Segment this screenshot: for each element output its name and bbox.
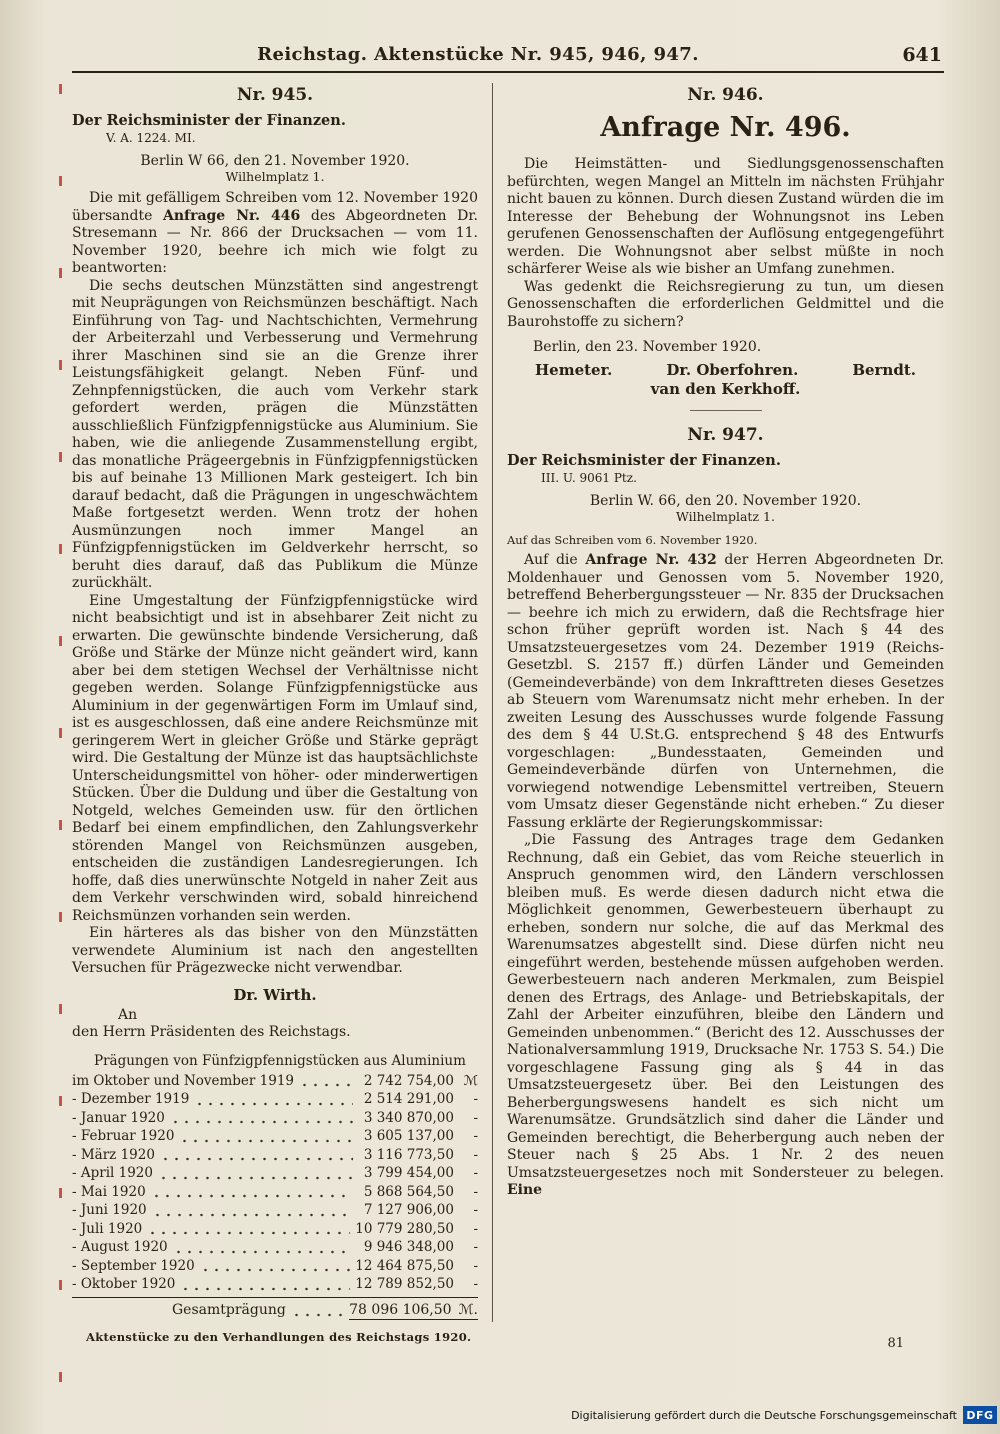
doc946-body — [507, 156, 944, 331]
doc945-dateline: Berlin W 66, den 21. November 1920. — [140, 153, 410, 169]
mint-table-row — [72, 1090, 478, 1109]
document-page — [72, 44, 944, 1322]
currency-mark: - — [473, 1091, 478, 1107]
mint-month-label: - Juli 1920 — [72, 1220, 143, 1237]
doc946-signatures-row2: van den Kerkhoff. — [650, 380, 801, 398]
currency-mark: - — [473, 1146, 478, 1163]
sheet-number: 81 — [887, 1336, 904, 1351]
paragraph — [72, 593, 478, 926]
mint-amount: 9 946 348,00 — [363, 1239, 454, 1255]
doc945-salutation: An — [118, 1006, 138, 1023]
currency-mark: - — [473, 1202, 478, 1218]
currency-mark: - — [473, 1276, 478, 1292]
left-column — [72, 81, 478, 1322]
mint-table-row — [72, 1146, 478, 1165]
mint-month-label: - Juni 1920 — [72, 1202, 147, 1218]
text-run: der Herren Abgeordneten Dr. Moldenhauer und Genossen vom 5. November 1920, betreffend Beherbergungssteuer — Nr. 835 der Drucksachen — beehre ich mich zu erwidern, daß die Rechtsfrage hier schon früher geprüft worden ist. Nach § 44 des Umsatzsteuergesetzes vom 24. Dezember 1919 (Reichs-Gesetzbl. S. 2157 ff.) dürfen Länder und Gemeinden (Gemeindeverbände) von dem Inkrafttreten dieses Gesetzes ab Steuern vom Warenumsatz nicht mehr erheben. In der zweiten Lesung des Ausschusses wurde folgende Fassung des dem § 44 U.St.G. entsprechend § 48 des Entwurfs vorgeschlagen: „Bundesstaaten, Gemeinden und Gemeindeverbände dürfen von Unternehmen, die vorwiegend notwendige Lebensmittel vertreiben, Steuern vom Umsatz dieser Gegenstände nicht erheben.“ Zu dieser Fassung erklärte der Regierungskommissar: — [507, 552, 944, 831]
doc945-body — [72, 190, 478, 978]
doc946-title: Anfrage Nr. 496. — [600, 112, 851, 143]
mint-table-row — [72, 1109, 478, 1128]
text-run: Auf die — [524, 552, 586, 568]
mint-table-rows — [72, 1072, 478, 1294]
mint-table — [72, 1053, 478, 1322]
dot-leader — [152, 1208, 353, 1220]
mint-table-row — [72, 1257, 478, 1276]
mint-table-row — [72, 1183, 478, 1202]
mint-table-row — [72, 1201, 478, 1220]
mint-amount: 3 605 137,00 — [363, 1128, 454, 1144]
mint-table-row — [72, 1238, 478, 1257]
dot-leader — [147, 1226, 350, 1238]
signature-name: Hemeter. — [535, 361, 613, 379]
dot-leader — [299, 1078, 353, 1090]
mint-month-label: - Januar 1920 — [72, 1109, 165, 1126]
mint-amount: 12 789 852,50 — [355, 1276, 454, 1292]
mint-table-row — [72, 1127, 478, 1146]
doc947-address: Wilhelmplatz 1. — [676, 509, 775, 524]
mint-month-label: - April 1920 — [72, 1165, 153, 1181]
currency-mark: - — [473, 1220, 478, 1237]
doc946-signatures-row1 — [507, 361, 944, 379]
currency-mark: - — [473, 1257, 478, 1274]
currency-mark: - — [473, 1109, 478, 1126]
dfg-logo: DFG — [963, 1406, 997, 1424]
doc947-body — [507, 552, 944, 1200]
dot-leader — [180, 1282, 350, 1294]
dot-leader — [151, 1189, 353, 1201]
doc947-sender: Der Reichsminister der Finanzen. — [507, 452, 781, 469]
digitization-text: Digitalisierung gefördert durch die Deutsche Forschungsgemeinschaft — [571, 1408, 957, 1422]
paragraph — [72, 190, 478, 278]
mint-table-title: Prägungen von Fünfzigpfennigstücken aus Aluminium — [94, 1052, 466, 1069]
currency-mark: - — [473, 1183, 478, 1200]
mint-month-label: - März 1920 — [72, 1146, 155, 1163]
currency-mark: - — [473, 1165, 478, 1181]
signature-name: Berndt. — [852, 361, 916, 379]
mint-amount: 3 340 870,00 — [363, 1109, 454, 1126]
text-run: Die Heimstätten- und Siedlungsgenossenschaften befürchten, wegen Mangel an Mitteln im nächsten Frühjahr nicht bauen zu können. Durch diesen Zustand würden die im Interesse der Behebung der Wohnungsnot ins Leben gerufenen Genossenschaften der Auflösung entgegengeführt werden. Die Wohnungsnot aber selbst müßte in noch schärferer Weise als wie bisher an Umfang zunehmen. — [507, 156, 944, 277]
currency-mark: - — [473, 1128, 478, 1144]
mint-amount: 3 116 773,50 — [363, 1146, 454, 1163]
doc946-number: Nr. 946. — [687, 85, 764, 105]
mint-amount: 5 868 564,50 — [363, 1183, 454, 1200]
text-run: Ein härteres als das bisher von den Münzstätten verwendete Aluminium ist nach den angestellten Versuchen für Prägezwecke nicht verwendbar. — [72, 925, 478, 976]
doc946-dateline: Berlin, den 23. November 1920. — [533, 339, 762, 355]
doc947-number: Nr. 947. — [687, 425, 764, 445]
mint-table-row — [72, 1275, 478, 1294]
mint-amount: 2 514 291,00 — [363, 1091, 454, 1107]
doc947-dateline: Berlin W. 66, den 20. November 1920. — [589, 493, 862, 509]
text-run: des Abgeordneten Dr. Stresemann — Nr. 866 der Drucksachen — vom 11. November 1920, beehre ich mich wie folgt zu beantworten: — [72, 207, 478, 276]
text-run: Die sechs deutschen Münzstätten sind angestrengt mit Neuprägungen von Reichsmünzen beschäftigt. Nach Einführung von Tag- und Nachtschichten, Vermehrung der Arbeiterzahl und Verbesserung und Vermehrung ihrer Maschinen sind sie an die Grenze ihrer Leistungsfähigkeit gelangt. Neben Fünf- und Zehnpfennigstücken, die auch vom Verkehr stark gefordert werden, prägen die Münzstätten ausschließlich Fünfzigpfennigstücke aus Aluminium. Sie haben, wie die anliegende Zusammenstellung ergibt, das monatliche Prägeergebnis in Fünfzigpfennigstücken bis auf beinahe 13 Millionen Mark gesteigert. Ich bin darauf bedacht, daß die Prägungen in ungeschwächtem Maße fortgesetzt werden. Wenn trotz der hohen Ausmünzungen noch immer Mangel an Fünfzigpfennigstücken im Geldverkehr herrscht, so beruht dies darauf, daß das Publikum die Münze zurückhält. — [72, 277, 478, 591]
doc945-reference: V. A. 1224. MI. — [106, 131, 196, 145]
mint-total-value: 78 096 106,50 — [349, 1301, 452, 1318]
mint-month-label: - September 1920 — [72, 1257, 195, 1274]
emphasized-text: Anfrage Nr. 446 — [163, 207, 301, 224]
paragraph — [72, 925, 478, 978]
mint-month-label: im Oktober und November 1919 — [72, 1072, 294, 1089]
paragraph — [507, 552, 944, 832]
dot-leader — [160, 1152, 353, 1164]
text-run: Was gedenkt die Reichsregierung zu tun, um diesen Genossenschaften die erforderlichen Geldmittel und die Baurohstoffe zu sichern? — [507, 278, 944, 330]
mint-amount: 3 799 454,00 — [363, 1165, 454, 1181]
mint-total-label: Gesamtprägung — [172, 1301, 286, 1318]
doc947-reference-note: Auf das Schreiben vom 6. November 1920. — [507, 533, 758, 547]
doc945-recipient: den Herrn Präsidenten des Reichstags. — [72, 1023, 351, 1040]
dot-leader — [170, 1115, 353, 1127]
paragraph — [72, 278, 478, 593]
mint-month-label: - Mai 1920 — [72, 1183, 146, 1200]
text-run: Eine Umgestaltung der Fünfzigpfennigstücke wird nicht beabsichtigt und ist in absehbarer Zeit nicht zu erwarten. Die gewünschte bindende Versicherung, daß Größe und Stärke der Münze nicht geändert wird, kann aber bei dem stetigen Wechsel der Verhältnisse nicht gegeben werden. Solange Fünfzigpfennigstücke aus Aluminium in der gegenwärtigen Form im Umlauf sind, ist es ausgeschlossen, daß eine andere Reichsmünze mit geringerem Wert in gleicher Größe und Stärke geprägt wird. Die Gestaltung der Münze ist das hauptsächlichste Unterscheidungsmittel von höher- oder minderwertigen Stücken. Über die Duldung und über die Gestaltung von Notgeld, welches Gemeinden usw. für den örtlichen Bedarf bei einem empfindlichen, den Zahlungsverkehr störenden Mangel von Reichsmünzen ausgeben, entscheiden die zuständigen Landesregierungen. Ich hoffe, daß dies unerwünschte Notgeld in naher Zeit aus dem Verkehr verschwinden wird, sobald hinreichend Reichsmünzen vorhanden sein werden. — [72, 592, 478, 924]
dot-leader — [179, 1134, 353, 1146]
mint-month-label: - August 1920 — [72, 1239, 168, 1255]
mint-table-row — [72, 1220, 478, 1239]
currency-mark: ℳ — [463, 1072, 478, 1089]
mint-amount: 7 127 906,00 — [363, 1202, 454, 1218]
column-divider — [492, 83, 493, 1322]
two-column-layout — [72, 81, 944, 1322]
mint-amount: 2 742 754,00 — [363, 1072, 454, 1089]
mint-total-row — [72, 1297, 478, 1322]
page-header-title: Reichstag. Aktenstücke Nr. 945, 946, 947. — [257, 44, 699, 65]
digitization-credit — [571, 1406, 997, 1424]
dot-leader — [173, 1245, 353, 1257]
paragraph — [507, 156, 944, 279]
margin-tick-marks — [59, 84, 62, 1400]
currency-mark: - — [473, 1239, 478, 1255]
mint-table-row — [72, 1164, 478, 1183]
page-header — [72, 44, 944, 73]
text-run: „Die Fassung des Antrages trage dem Gedanken Rechnung, daß ein Gebiet, das vom Reiche steuerlich in Anspruch genommen wird, den Ländern verschlossen bleiben muß. Es werde diesen dadurch nicht etwa die Möglichkeit genommen, Gewerbesteuern überhaupt zu erheben, sondern nur solche, die auf das Merkmal des Warenumsatzes abgestellt sind. Diese dürfen nicht neu eingeführt werden, bestehende müssen aufgehoben werden. Gewerbesteuern nach anderen Merkmalen, zum Beispiel denen des Ertrags, des Anlage- und Betriebskapitals, der Zahl der Arbeiter einzuführen, bleibe den Ländern und Gemeinden unbenommen.“ (Bericht des 12. Ausschusses der Nationalversammlung 1919, Drucksache Nr. 1753 S. 54.) Die vorgeschlagene Fassung ging als § 44 in das Umsatzsteuergesetz über. Bei den Leistungen des Beherbergungswesens handelt es sich nicht um Warenumsätze. Grundsätzlich sind daher die Länder und Gemeinden berechtigt, die Beherbergung auch neben der Steuer nach § 25 Abs. 1 Nr. 2 des neuen Umsatzsteuergesetzes noch mit Sondersteuer zu belegen. — [507, 832, 944, 1181]
mint-month-label: - Dezember 1919 — [72, 1091, 190, 1107]
right-column — [507, 81, 944, 1322]
currency-mark: ℳ. — [458, 1301, 478, 1318]
dot-leader — [194, 1097, 353, 1109]
dot-leader — [158, 1171, 353, 1183]
dot-leader — [200, 1263, 351, 1275]
doc945-address: Wilhelmplatz 1. — [225, 169, 325, 184]
mint-table-row — [72, 1072, 478, 1091]
section-separator — [690, 410, 762, 411]
doc945-number: Nr. 945. — [236, 85, 314, 105]
mint-amount: 10 779 280,50 — [355, 1220, 454, 1237]
text-run: Die mit gefälligem Schreiben vom 12. November 1920 übersandte — [72, 190, 478, 224]
footer-note: Aktenstücke zu den Verhandlungen des Reichstags 1920. — [86, 1330, 472, 1344]
signature-name: Dr. Oberfohren. — [666, 361, 799, 379]
mint-amount: 12 464 875,50 — [355, 1257, 454, 1274]
mint-month-label: - Oktober 1920 — [72, 1276, 176, 1292]
emphasized-text: Eine — [507, 1182, 543, 1198]
emphasized-text: Anfrage Nr. 432 — [585, 552, 717, 568]
mint-month-label: - Februar 1920 — [72, 1128, 175, 1144]
doc947-reference: III. U. 9061 Ptz. — [541, 471, 637, 485]
dot-leader — [291, 1308, 344, 1320]
mint-total-amount — [349, 1302, 478, 1320]
doc945-signature: Dr. Wirth. — [233, 985, 317, 1004]
page-number: 641 — [902, 44, 942, 66]
paragraph — [507, 279, 944, 332]
paragraph — [507, 832, 944, 1200]
doc945-sender: Der Reichsminister der Finanzen. — [72, 112, 346, 129]
